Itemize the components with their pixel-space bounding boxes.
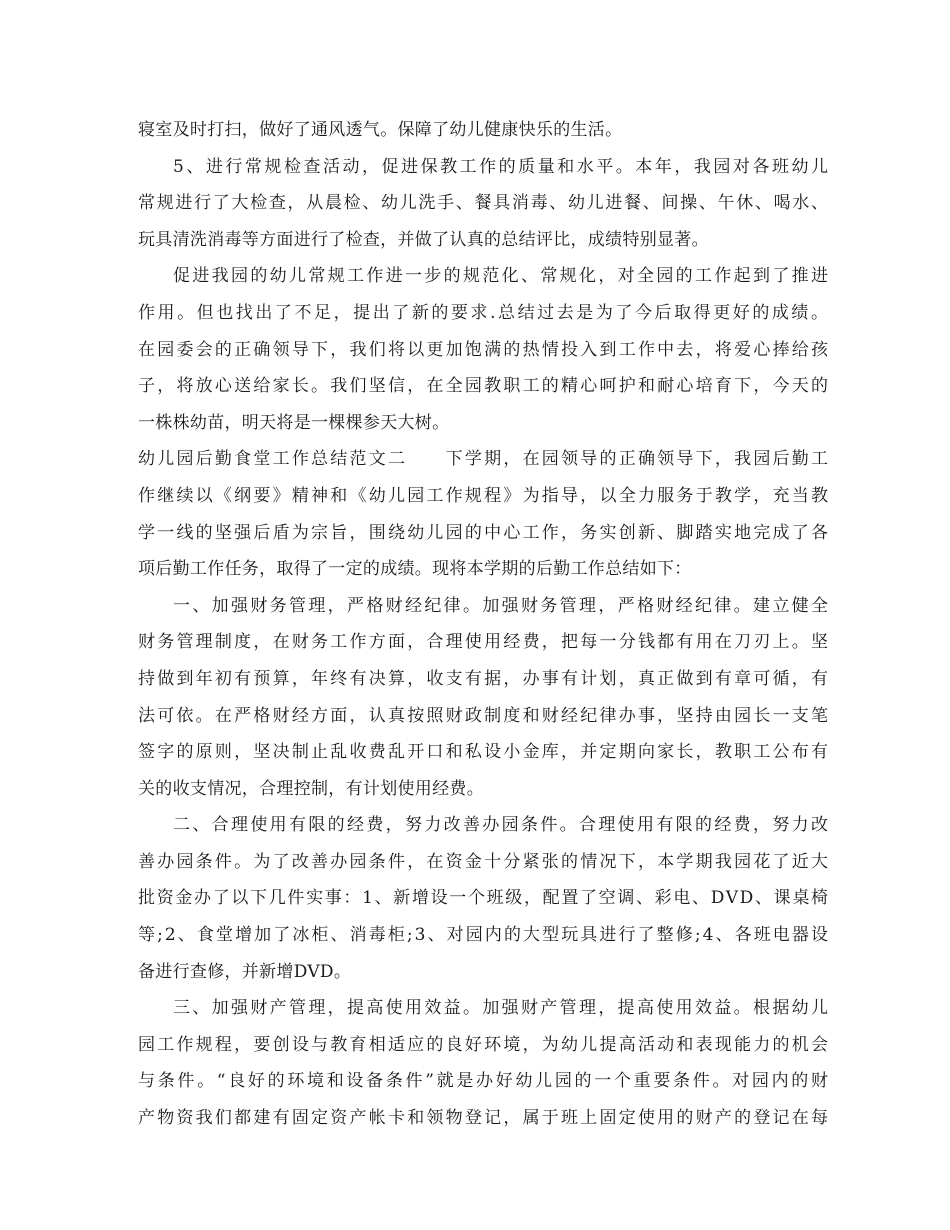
line-text: 作用。但也找出了不足，提出了新的要求.总结过去是为了今后取得更好的成绩。 [138,302,831,323]
text-line [138,332,831,369]
text-line [138,698,831,735]
text-line [138,624,831,661]
text-line [138,551,828,588]
text-line [138,112,828,149]
line-text: 与条件。“良好的环境和设备条件”就是办好幼儿园的一个重要条件。对园内的财 [138,1071,831,1092]
text-line [138,588,831,625]
line-text: 子，将放心送给家长。我们坚信，在全园教职工的精心呵护和耐心培育下，今天的 [138,376,831,397]
line-text: 5、进行常规检查活动，促进保教工作的质量和水平。本年，我园对各班幼儿 [173,156,831,177]
text-line [138,990,831,1027]
line-text: 等;2、食堂增加了冰柜、消毒柜;3、对园内的大型玩具进行了整修;4、各班电器设 [138,925,831,946]
text-line [138,405,828,442]
text-line [138,1100,831,1137]
line-text: 一株株幼苗，明天将是一棵棵参天大树。 [138,412,450,433]
text-line [138,880,828,917]
line-text: 玩具清洗消毒等方面进行了检查，并做了认真的总结评比，成绩特别显著。 [138,229,709,250]
line-text: 财务管理制度，在财务工作方面，合理使用经费，把每一分钱都有用在刀刃上。坚 [138,632,831,653]
text-line [138,734,831,771]
line-text: 关的收支情况，合理控制，有计划使用经费。 [138,778,484,799]
text-line [138,258,831,295]
text-line [138,1027,831,1064]
line-text: 三、加强财产管理，提高使用效益。加强财产管理，提高使用效益。根据幼儿 [173,998,831,1019]
line-text: 善办园条件。为了改善办园条件，在资金十分紧张的情况下，本学期我园花了近大 [138,851,831,872]
text-line [138,954,828,991]
line-text: 寝室及时打扫，做好了通风透气。保障了幼儿健康快乐的生活。 [138,120,623,140]
line-text: 产物资我们都建有固定资产帐卡和领物登记，属于班上固定使用的财产的登记在每 [138,1108,831,1129]
line-text: 批资金办了以下几件实事：1、新增设一个班级，配置了空调、彩电、DVD、课桌椅 [138,888,830,909]
text-line [138,185,828,222]
section-heading-line: 幼儿园后勤食堂工作总结范文二 下学期，在园领导的正确领导下，我园后勤工 [138,449,831,470]
text-line [138,515,831,552]
line-text: 持做到年初有预算，年终有决算，收支有据，办事有计划，真正做到有章可循，有 [138,668,831,689]
line-text: 促进我园的幼儿常规工作进一步的规范化、常规化，对全园的工作起到了推进 [173,266,831,287]
document-body [138,112,831,1137]
line-text: 项后勤工作任务，取得了一定的成绩。现将本学期的后勤工作总结如下： [138,559,692,580]
line-text: 在园委会的正确领导下，我们将以更加饱满的热情投入到工作中去，将爱心捧给孩 [138,339,831,360]
line-text: 二、合理使用有限的经费，努力改善办园条件。合理使用有限的经费，努力改 [173,815,831,836]
line-text: 园工作规程，要创设与教育相适应的良好环境，为幼儿提高活动和表现能力的机会 [138,1034,831,1055]
text-line [138,149,831,186]
line-text: 一、加强财务管理，严格财经纪律。加强财务管理，严格财经纪律。建立健全 [173,595,831,616]
text-line [138,478,831,515]
text-line [138,771,828,808]
line-text: 常规进行了大检查，从晨检、幼儿洗手、餐具消毒、幼儿进餐、间操、午休、喝水、 [138,193,830,214]
text-line [138,844,831,881]
text-line [138,1063,831,1100]
text-line [138,661,831,698]
line-text: 学一线的坚强后盾为宗旨，围绕幼儿园的中心工作，务实创新、脚踏实地完成了各 [138,522,831,543]
line-text: 法可依。在严格财经方面，认真按照财政制度和财经纪律办事，坚持由园长一支笔 [138,705,831,726]
line-text: 备进行查修，并新增DVD。 [138,961,352,982]
line-text: 作继续以《纲要》精神和《幼儿园工作规程》为指导，以全力服务于教学，充当教 [138,485,831,506]
text-line [138,222,828,259]
text-line [138,441,831,478]
text-line [138,807,831,844]
text-line [138,368,831,405]
text-line [138,295,831,332]
text-line [138,917,831,954]
line-text: 签字的原则，坚决制止乱收费乱开口和私设小金库，并定期向家长，教职工公布有 [138,742,831,763]
